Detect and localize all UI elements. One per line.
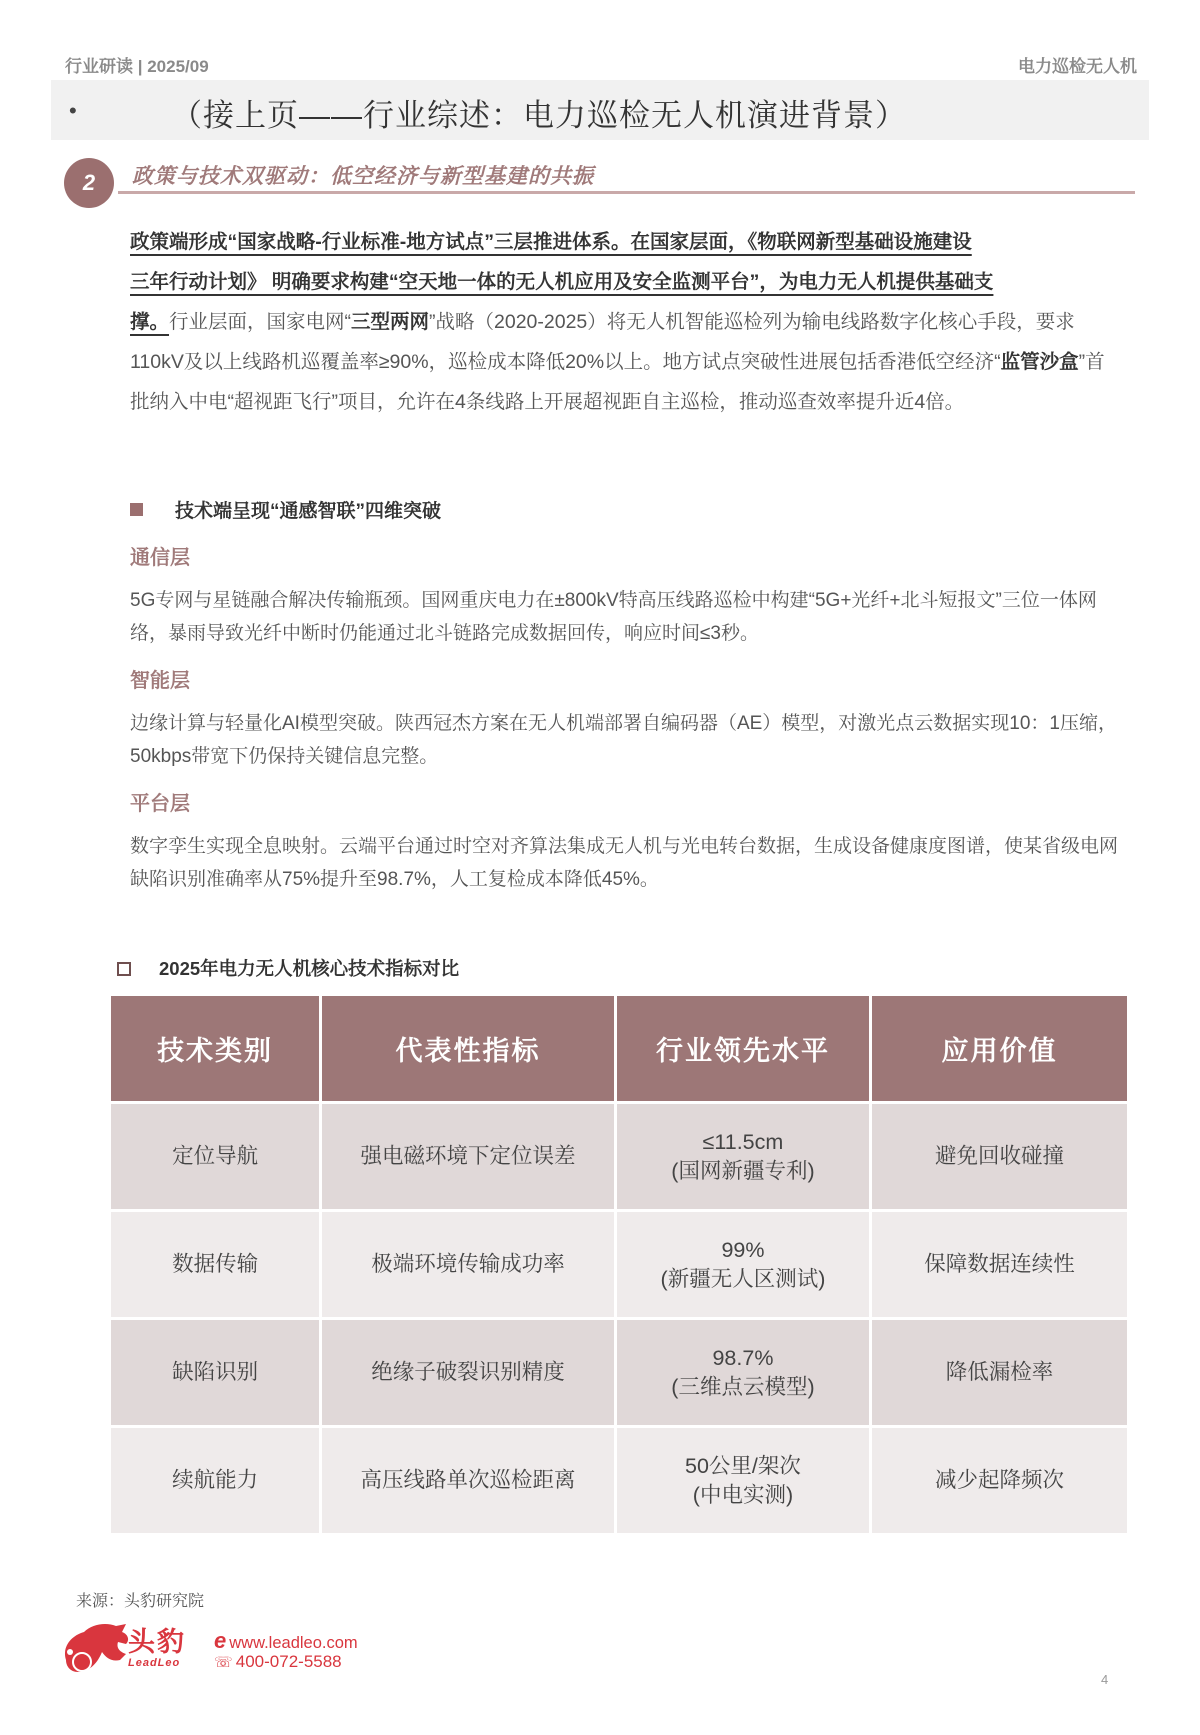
square-bullet-icon (130, 503, 143, 516)
tech-subheading (130, 496, 441, 523)
checkbox-bullet-icon (117, 962, 131, 976)
tech-indicator-table (108, 993, 1130, 1536)
page-title-bar (51, 80, 1149, 140)
cell-value: 降低漏检率 (872, 1320, 1127, 1425)
layer-label-communication: 通信层 (130, 547, 190, 569)
policy-underlined-line-3: 撑。 (130, 311, 170, 333)
layer-label-intelligence: 智能层 (130, 670, 190, 692)
header-application-value: 应用价值 (872, 996, 1127, 1101)
cell-level (617, 1104, 869, 1209)
cell-level-note: (国网新疆专利) (671, 1158, 815, 1183)
header-leading-level: 行业领先水平 (617, 996, 869, 1101)
cell-category: 缺陷识别 (111, 1320, 319, 1425)
cell-level-value: 99% (721, 1237, 765, 1262)
bullet-icon: • (69, 98, 77, 123)
table-row (111, 1212, 1127, 1317)
table-header-row (111, 996, 1127, 1101)
policy-underlined-line-2: 三年行动计划》 明确要求构建“空天地一体的无人机应用及安全监测平台”，为电力无人机提供基础支 (130, 271, 994, 293)
phone-icon: ☏ (214, 1654, 233, 1671)
brand-name-en: LeadLeo (128, 1657, 181, 1669)
header-category: 技术类别 (111, 996, 319, 1101)
cell-level (617, 1212, 869, 1317)
cell-level-note: (中电实测) (692, 1482, 794, 1507)
phone-contact (214, 1652, 342, 1672)
table-row (111, 1428, 1127, 1533)
cell-category: 数据传输 (111, 1212, 319, 1317)
cell-category: 续航能力 (111, 1428, 319, 1533)
policy-text-c: ”首批纳入中电“超视距飞行”项目，允许在4条线路上开展超视距自主巡检，推动巡查效率提升近4倍。 (130, 351, 1105, 413)
policy-text-b: ”战略（2020-2025）将无人机智能巡检列为输电线路数字化核心手段，要求110kV及以上线路机巡覆盖率≥90%，巡检成本降低20%以上。地方试点突破性进展包括香港低空经济“ (130, 311, 1075, 373)
cell-category: 定位导航 (111, 1104, 319, 1209)
policy-underlined-line-1: 政策端形成“国家战略-行业标准-地方试点”三层推进体系。在国家层面，《物联网新型基础设施建设 (130, 231, 972, 253)
tech-subheading-text: 技术端呈现“通感智联”四维突破 (175, 501, 442, 522)
table-row (111, 1320, 1127, 1425)
cell-level-note: (三维点云模型) (671, 1374, 815, 1399)
cell-level-value: 50公里/架次 (685, 1453, 801, 1478)
table-caption-text: 2025年电力无人机核心技术指标对比 (159, 958, 460, 979)
cell-value: 减少起降频次 (872, 1428, 1127, 1533)
page-title: （接上页——行业综述：电力巡检无人机演进背景） (171, 98, 907, 133)
layer-text-intelligence: 边缘计算与轻量化AI模型突破。陕西冠杰方案在无人机端部署自编码器（AE）模型，对激光点云数据实现10：1压缩，50kbps带宽下仍保持关键信息完整。 (130, 713, 1118, 767)
cell-level-note: (新疆无人区测试) (660, 1266, 826, 1291)
table-caption (117, 955, 459, 981)
section-divider (118, 191, 1135, 194)
header-metric: 代表性指标 (322, 996, 614, 1101)
layer-text-communication: 5G专网与星链融合解决传输瓶颈。国网重庆电力在±800kV特高压线路巡检中构建“5G+光纤+北斗短报文”三位一体网络，暴雨导致光纤中断时仍能通过北斗链路完成数据回传，响应时间≤3秒。 (130, 590, 1097, 644)
layer-text-platform: 数字孪生实现全息映射。云端平台通过时空对齐算法集成无人机与光电转台数据，生成设备健康度图谱，使某省级电网缺陷识别准确率从75%提升至98.7%，人工复检成本降低45%。 (130, 836, 1119, 890)
policy-bold-a: 三型两网 (351, 311, 430, 333)
web-e-icon: e (214, 1628, 227, 1653)
cell-value: 避免回收碰撞 (872, 1104, 1127, 1209)
cell-level-value: 98.7% (712, 1345, 774, 1370)
brand-name-cn: 头豹 (128, 1627, 186, 1657)
cell-metric: 强电磁环境下定位误差 (322, 1104, 614, 1209)
website-text: www.leadleo.com (229, 1634, 358, 1652)
source-note: 来源：头豹研究院 (76, 1593, 205, 1610)
table-row (111, 1104, 1127, 1209)
website-link[interactable] (214, 1628, 358, 1654)
cell-level-value: ≤11.5cm (702, 1129, 784, 1154)
page-number: 4 (1101, 1672, 1109, 1687)
section-title: 政策与技术双驱动：低空经济与新型基建的共振 (132, 165, 594, 188)
section-number-badge: 2 (64, 158, 114, 208)
header-topic-label: 电力巡检无人机 (1018, 57, 1137, 76)
cell-value: 保障数据连续性 (872, 1212, 1127, 1317)
cell-metric: 高压线路单次巡检距离 (322, 1428, 614, 1533)
cell-level (617, 1320, 869, 1425)
header-report-label: 行业研读 | 2025/09 (65, 57, 209, 76)
policy-text-a: 行业层面，国家电网“ (169, 311, 352, 333)
layer-label-platform: 平台层 (130, 793, 190, 815)
cell-metric: 绝缘子破裂识别精度 (322, 1320, 614, 1425)
cell-level (617, 1428, 869, 1533)
policy-bold-b: 监管沙盒 (1000, 351, 1079, 373)
cell-metric: 极端环境传输成功率 (322, 1212, 614, 1317)
phone-text: 400-072-5588 (235, 1652, 342, 1671)
policy-paragraph (130, 222, 1120, 422)
